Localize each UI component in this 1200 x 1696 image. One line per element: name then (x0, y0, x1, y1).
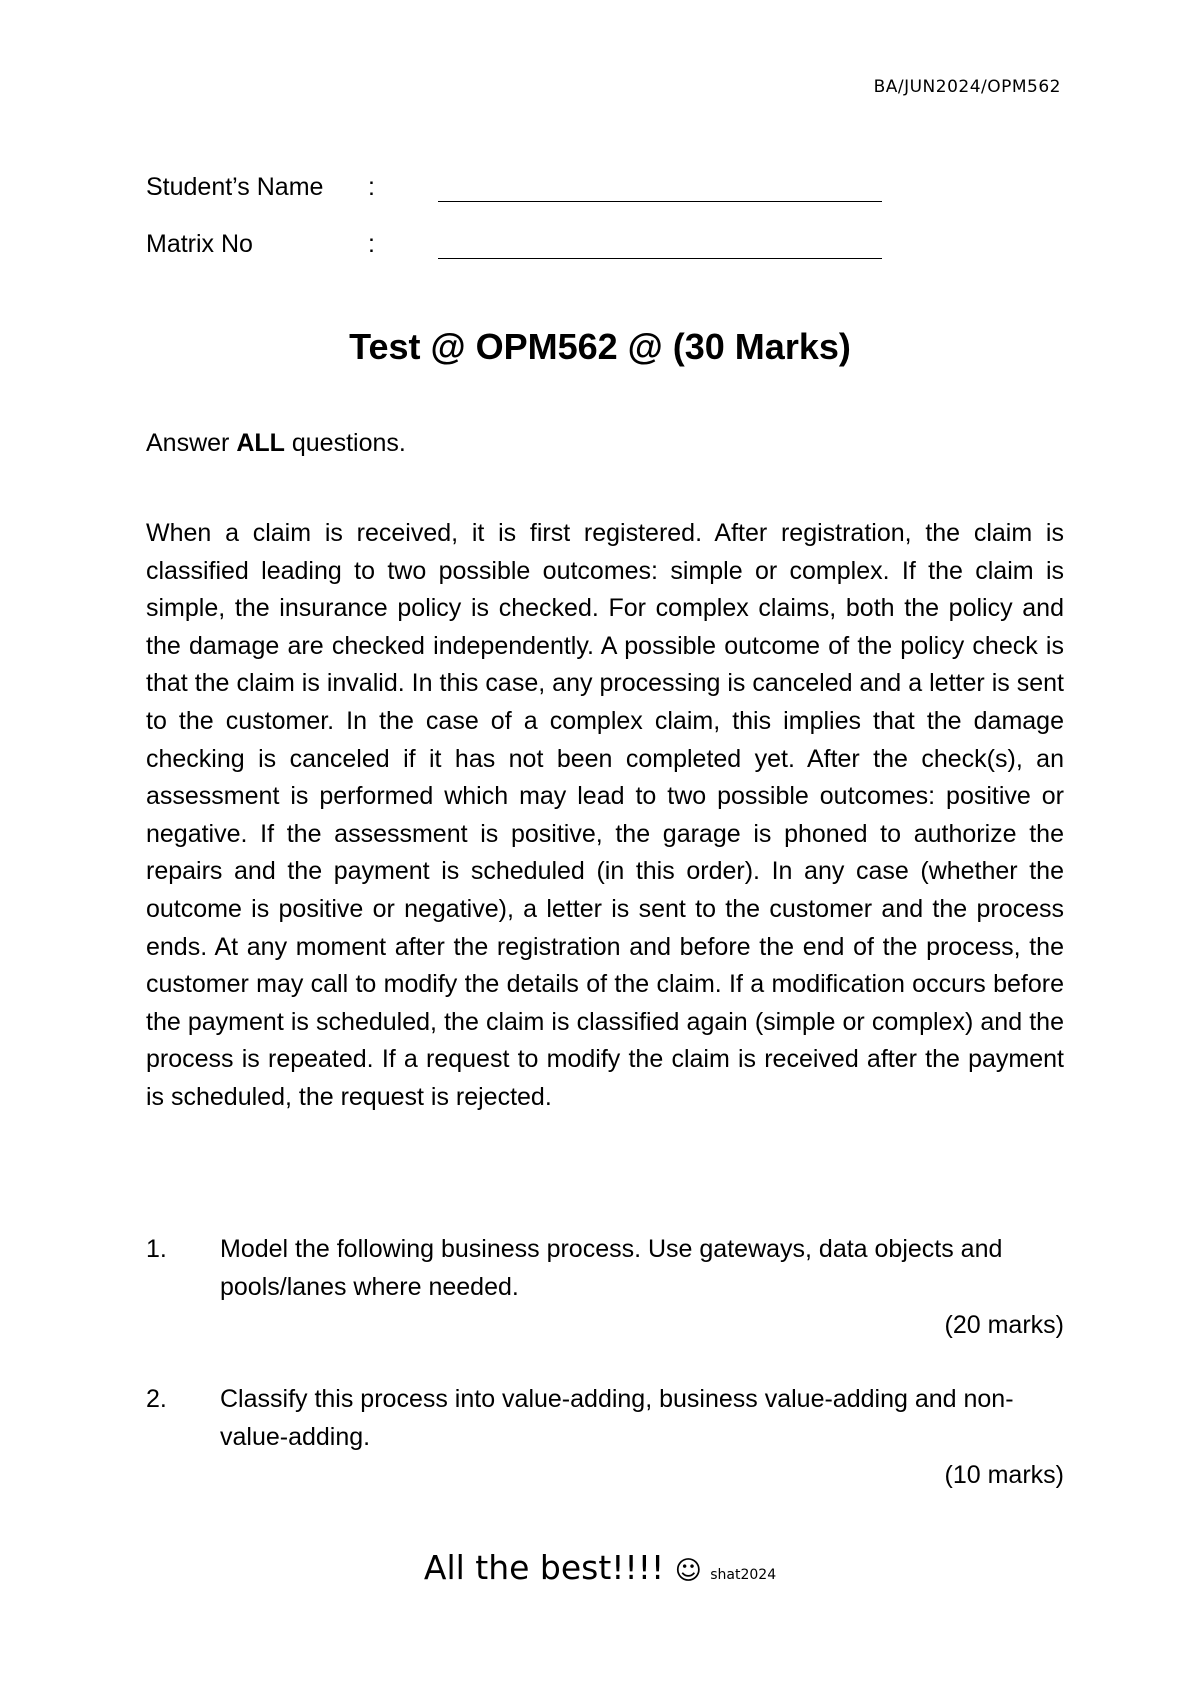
closing-message: All the best!!!! (423, 1548, 665, 1587)
scenario-paragraph: When a claim is received, it is first registered. After registration, the claim is classified leading to two possible outcomes: simple or complex. If the claim is simple, the insurance policy is checked. For complex claims, both the policy and the damage are checked independently. A possible outcome of the policy check is that the claim is invalid. In this case, any processing is canceled and a letter is sent to the customer. In the case of a complex claim, this implies that the damage checking is canceled if it has not been completed yet. After the check(s), an assessment is performed which may lead to two possible outcomes: positive or negative. If the assessment is positive, the garage is phoned to authorize the repairs and the payment is scheduled (in this order). In any case (whether the outcome is positive or negative), a letter is sent to the customer and the process ends. At any moment after the registration and before the end of the process, the customer may call to modify the details of the claim. If a modification occurs before the payment is scheduled, the claim is classified again (simple or complex) and the process is repeated. If a request to modify the claim is received after the payment is scheduled, the request is rejected. (146, 519, 1064, 1111)
instruction (146, 429, 406, 458)
instruction-suffix: questions. (284, 429, 406, 457)
instruction-emphasis: ALL (236, 429, 285, 457)
question-text: Classify this process into value-adding, business value-adding and non-value-adding. (220, 1385, 1014, 1451)
question-marks: (20 marks) (944, 1311, 1064, 1339)
question-number: 1. (146, 1235, 167, 1263)
field-colon: : (368, 230, 375, 258)
closing-note (0, 1548, 1200, 1587)
question-number: 2. (146, 1385, 167, 1413)
question-marks: (10 marks) (944, 1461, 1064, 1489)
field-colon: : (368, 173, 375, 201)
test-title: Test @ OPM562 @ (30 Marks) (349, 326, 851, 367)
matrix-no-blank-line (438, 258, 882, 259)
instruction-prefix: Answer (146, 429, 237, 457)
closing-tag: shat2024 (710, 1567, 777, 1583)
document-code: BA/JUN2024/OPM562 (873, 77, 1061, 97)
matrix-no-label: Matrix No (146, 230, 253, 258)
student-name-label: Student’s Name (146, 173, 324, 201)
smiley-icon: ☺ (674, 1556, 702, 1586)
question-text: Model the following business process. Use gateways, data objects and pools/lanes where needed. (220, 1235, 1003, 1301)
student-name-blank-line (438, 201, 882, 202)
